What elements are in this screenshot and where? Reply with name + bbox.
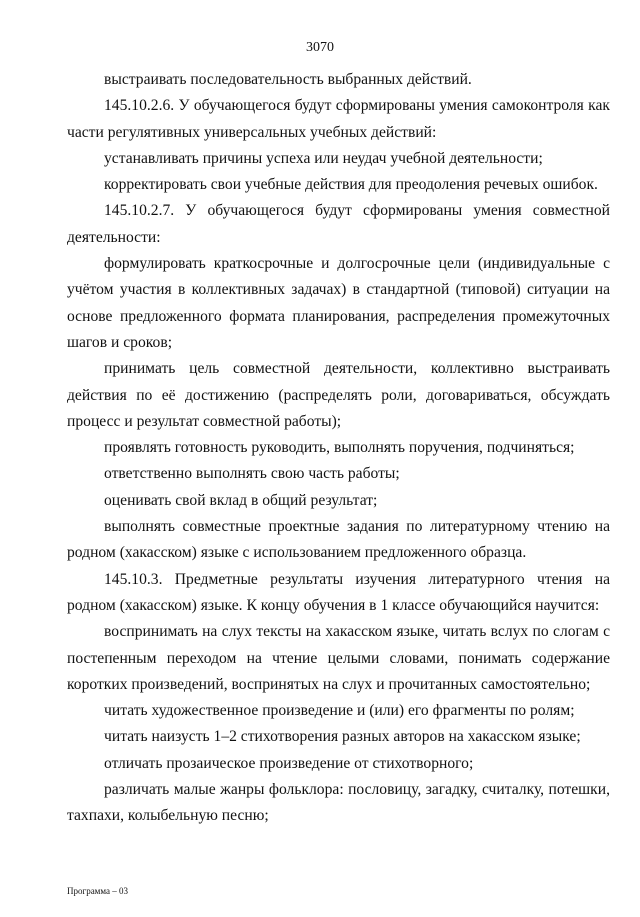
paragraph: воспринимать на слух тексты на хакасском языке, читать вслух по слогам с постепенным переходом на чтение целыми словами, понимать содержание коротких произведений, воспринятых на слух и прочитанных самостоятельно; xyxy=(67,623,610,693)
paragraph: отличать прозаическое произведение от стихотворного; xyxy=(104,754,474,772)
page-number: 3070 xyxy=(306,40,334,55)
paragraph: оценивать свой вклад в общий результат; xyxy=(104,491,378,509)
paragraph: принимать цель совместной деятельности, коллективно выстраивать действия по её достижению (распределять роли, договариваться, обсуждать процесс и результат совместной работы); xyxy=(67,360,610,430)
paragraph: ответственно выполнять свою часть работы; xyxy=(104,465,400,483)
paragraph: проявлять готовность руководить, выполнять поручения, подчиняться; xyxy=(104,439,575,457)
paragraph: 145.10.2.7. У обучающегося будут сформированы умения совместной деятельности: xyxy=(67,202,610,246)
paragraph: различать малые жанры фольклора: пословицу, загадку, считалку, потешки, тахпахи, колыбельную песню; xyxy=(67,781,610,825)
paragraph: 145.10.2.6. У обучающегося будут сформированы умения самоконтроля как части регулятивных универсальных учебных действий: xyxy=(67,97,610,141)
document-body xyxy=(67,67,610,830)
paragraph: читать наизусть 1–2 стихотворения разных авторов на хакасском языке; xyxy=(104,728,581,746)
paragraph: формулировать краткосрочные и долгосрочные цели (индивидуальные с учётом участия в коллективных задачах) в стандартной (типовой) ситуации на основе предложенного формата планирования, распределения промежуточных шагов и сроков; xyxy=(67,255,610,351)
paragraph: читать художественное произведение и (или) его фрагменты по ролям; xyxy=(104,702,575,720)
page-footer: Программа – 03 xyxy=(67,886,129,896)
paragraph: корректировать свои учебные действия для преодоления речевых ошибок. xyxy=(104,176,598,194)
paragraph: выстраивать последовательность выбранных действий. xyxy=(104,71,472,88)
paragraph: устанавливать причины успеха или неудач учебной деятельности; xyxy=(104,149,543,167)
paragraph: 145.10.3. Предметные результаты изучения литературного чтения на родном (хакасском) языке. К концу обучения в 1 классе обучающийся научится: xyxy=(67,570,610,614)
paragraph: выполнять совместные проектные задания по литературному чтению на родном (хакасском) языке с использованием предложенного образца. xyxy=(67,518,610,562)
